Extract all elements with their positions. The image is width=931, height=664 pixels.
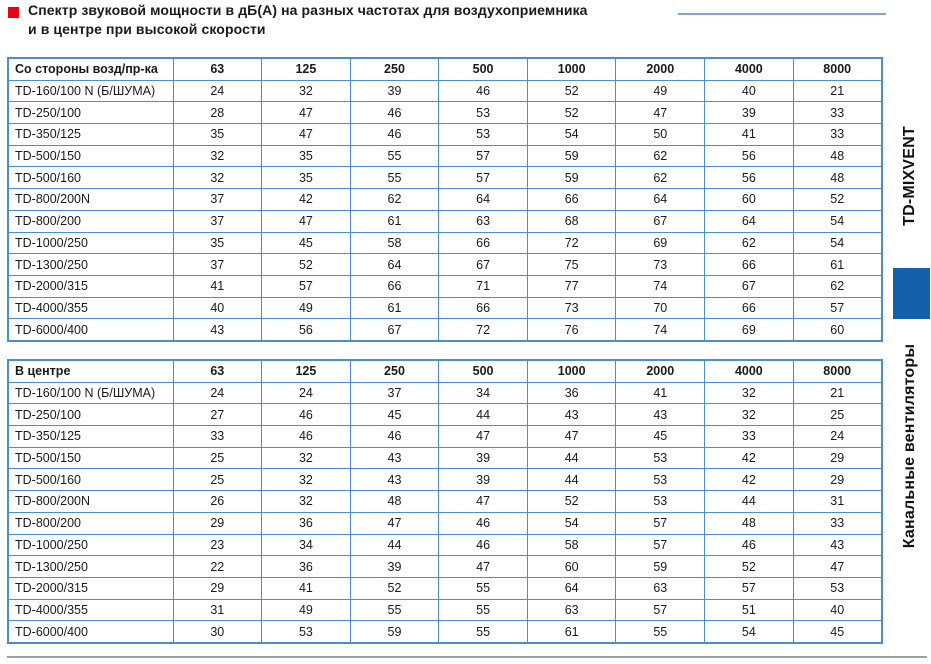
value-cell: 60 — [793, 319, 882, 341]
value-cell: 57 — [616, 599, 705, 621]
value-cell: 40 — [173, 297, 262, 319]
value-cell: 68 — [527, 210, 616, 232]
value-cell: 64 — [616, 189, 705, 211]
model-cell: TD-500/160 — [8, 469, 173, 491]
value-cell: 64 — [705, 210, 794, 232]
value-cell: 31 — [793, 491, 882, 513]
value-cell: 44 — [527, 469, 616, 491]
value-cell: 50 — [616, 124, 705, 146]
value-cell: 39 — [350, 556, 439, 578]
frequency-header-cell: 125 — [262, 58, 351, 80]
value-cell: 45 — [793, 621, 882, 643]
value-cell: 47 — [439, 556, 528, 578]
value-cell: 46 — [439, 512, 528, 534]
value-cell: 32 — [173, 145, 262, 167]
value-cell: 63 — [439, 210, 528, 232]
value-cell: 33 — [793, 102, 882, 124]
table-row — [8, 189, 882, 211]
value-cell: 63 — [527, 599, 616, 621]
frequency-header-cell: 2000 — [616, 360, 705, 382]
value-cell: 71 — [439, 275, 528, 297]
value-cell: 62 — [793, 275, 882, 297]
value-cell: 52 — [527, 491, 616, 513]
value-cell: 32 — [262, 491, 351, 513]
value-cell: 53 — [439, 124, 528, 146]
value-cell: 39 — [350, 80, 439, 102]
model-cell: TD-800/200N — [8, 491, 173, 513]
value-cell: 61 — [350, 297, 439, 319]
value-cell: 72 — [527, 232, 616, 254]
frequency-header-cell: 125 — [262, 360, 351, 382]
value-cell: 43 — [616, 404, 705, 426]
value-cell: 24 — [262, 382, 351, 404]
model-cell: TD-800/200 — [8, 512, 173, 534]
value-cell: 22 — [173, 556, 262, 578]
value-cell: 34 — [439, 382, 528, 404]
table-row — [8, 426, 882, 448]
table-row — [8, 491, 882, 513]
table-row — [8, 102, 882, 124]
value-cell: 40 — [793, 599, 882, 621]
value-cell: 26 — [173, 491, 262, 513]
value-cell: 48 — [350, 491, 439, 513]
value-cell: 55 — [439, 577, 528, 599]
model-cell: TD-4000/355 — [8, 599, 173, 621]
frequency-header-cell: 500 — [439, 58, 528, 80]
value-cell: 45 — [616, 426, 705, 448]
value-cell: 47 — [350, 512, 439, 534]
table-row — [8, 254, 882, 276]
value-cell: 61 — [793, 254, 882, 276]
value-cell: 25 — [173, 447, 262, 469]
value-cell: 55 — [350, 599, 439, 621]
value-cell: 32 — [262, 80, 351, 102]
value-cell: 66 — [439, 297, 528, 319]
table-row — [8, 512, 882, 534]
frequency-header-cell: 1000 — [527, 58, 616, 80]
table-row — [8, 80, 882, 102]
value-cell: 56 — [262, 319, 351, 341]
value-cell: 33 — [173, 426, 262, 448]
value-cell: 66 — [705, 254, 794, 276]
value-cell: 46 — [439, 534, 528, 556]
table-row — [8, 534, 882, 556]
value-cell: 52 — [527, 102, 616, 124]
frequency-header-cell: 63 — [173, 58, 262, 80]
value-cell: 53 — [793, 577, 882, 599]
value-cell: 62 — [616, 145, 705, 167]
model-cell: TD-1000/250 — [8, 232, 173, 254]
table-row — [8, 319, 882, 341]
table-row — [8, 447, 882, 469]
value-cell: 41 — [262, 577, 351, 599]
value-cell: 39 — [439, 447, 528, 469]
value-cell: 30 — [173, 621, 262, 643]
value-cell: 42 — [262, 189, 351, 211]
model-cell: TD-800/200N — [8, 189, 173, 211]
value-cell: 39 — [705, 102, 794, 124]
value-cell: 56 — [705, 167, 794, 189]
value-cell: 52 — [350, 577, 439, 599]
value-cell: 54 — [527, 512, 616, 534]
value-cell: 61 — [350, 210, 439, 232]
value-cell: 66 — [439, 232, 528, 254]
table-header-row — [8, 360, 882, 382]
value-cell: 35 — [262, 145, 351, 167]
value-cell: 51 — [705, 599, 794, 621]
value-cell: 21 — [793, 382, 882, 404]
value-cell: 41 — [705, 124, 794, 146]
value-cell: 67 — [616, 210, 705, 232]
value-cell: 52 — [793, 189, 882, 211]
value-cell: 55 — [616, 621, 705, 643]
value-cell: 57 — [616, 512, 705, 534]
model-cell: TD-800/200 — [8, 210, 173, 232]
value-cell: 67 — [705, 275, 794, 297]
value-cell: 55 — [350, 145, 439, 167]
sidebar-category-label: Канальные вентиляторы — [901, 343, 918, 549]
frequency-header-cell: 250 — [350, 58, 439, 80]
value-cell: 69 — [705, 319, 794, 341]
value-cell: 44 — [350, 534, 439, 556]
frequency-header-cell: 63 — [173, 360, 262, 382]
model-cell: TD-500/150 — [8, 145, 173, 167]
model-cell: TD-500/150 — [8, 447, 173, 469]
sound-power-table-inlet — [7, 57, 883, 342]
value-cell: 28 — [173, 102, 262, 124]
value-cell: 54 — [793, 232, 882, 254]
value-cell: 48 — [793, 145, 882, 167]
value-cell: 63 — [616, 577, 705, 599]
value-cell: 35 — [173, 232, 262, 254]
value-cell: 49 — [616, 80, 705, 102]
value-cell: 56 — [705, 145, 794, 167]
model-cell: TD-350/125 — [8, 124, 173, 146]
sidebar-series-label: TD-MIXVENT — [901, 126, 918, 226]
table-row — [8, 469, 882, 491]
value-cell: 24 — [793, 426, 882, 448]
value-cell: 43 — [527, 404, 616, 426]
value-cell: 36 — [527, 382, 616, 404]
value-cell: 27 — [173, 404, 262, 426]
value-cell: 54 — [527, 124, 616, 146]
value-cell: 59 — [350, 621, 439, 643]
value-cell: 33 — [705, 426, 794, 448]
value-cell: 67 — [350, 319, 439, 341]
red-bullet-icon — [8, 7, 19, 18]
frequency-header-cell: 500 — [439, 360, 528, 382]
value-cell: 43 — [350, 469, 439, 491]
value-cell: 55 — [350, 167, 439, 189]
value-cell: 58 — [527, 534, 616, 556]
table-row — [8, 167, 882, 189]
value-cell: 46 — [705, 534, 794, 556]
value-cell: 43 — [350, 447, 439, 469]
table-row — [8, 621, 882, 643]
value-cell: 73 — [527, 297, 616, 319]
value-cell: 32 — [705, 404, 794, 426]
value-cell: 46 — [350, 124, 439, 146]
value-cell: 36 — [262, 512, 351, 534]
frequency-header-cell: 8000 — [793, 360, 882, 382]
value-cell: 61 — [527, 621, 616, 643]
table-row — [8, 297, 882, 319]
value-cell: 23 — [173, 534, 262, 556]
value-cell: 75 — [527, 254, 616, 276]
value-cell: 53 — [616, 469, 705, 491]
frequency-header-cell: 8000 — [793, 58, 882, 80]
table-row — [8, 232, 882, 254]
value-cell: 21 — [793, 80, 882, 102]
value-cell: 39 — [439, 469, 528, 491]
value-cell: 70 — [616, 297, 705, 319]
value-cell: 47 — [793, 556, 882, 578]
table-row — [8, 577, 882, 599]
value-cell: 46 — [350, 426, 439, 448]
value-cell: 62 — [350, 189, 439, 211]
value-cell: 29 — [173, 512, 262, 534]
value-cell: 67 — [439, 254, 528, 276]
value-cell: 64 — [439, 189, 528, 211]
value-cell: 31 — [173, 599, 262, 621]
value-cell: 60 — [527, 556, 616, 578]
value-cell: 47 — [439, 426, 528, 448]
value-cell: 32 — [705, 382, 794, 404]
model-cell: TD-160/100 N (Б/ШУМА) — [8, 80, 173, 102]
value-cell: 47 — [616, 102, 705, 124]
value-cell: 42 — [705, 469, 794, 491]
value-cell: 46 — [262, 426, 351, 448]
frequency-header-cell: 2000 — [616, 58, 705, 80]
page-title-line1: Спектр звуковой мощности в дБ(А) на разных частотах для воздухоприемника — [28, 2, 588, 18]
value-cell: 36 — [262, 556, 351, 578]
value-cell: 62 — [616, 167, 705, 189]
value-cell: 54 — [705, 621, 794, 643]
value-cell: 64 — [350, 254, 439, 276]
value-cell: 57 — [705, 577, 794, 599]
value-cell: 64 — [527, 577, 616, 599]
value-cell: 47 — [262, 124, 351, 146]
value-cell: 66 — [705, 297, 794, 319]
value-cell: 29 — [793, 469, 882, 491]
value-cell: 59 — [527, 145, 616, 167]
value-cell: 59 — [527, 167, 616, 189]
value-cell: 44 — [705, 491, 794, 513]
value-cell: 53 — [439, 102, 528, 124]
value-cell: 49 — [262, 599, 351, 621]
table-header-row — [8, 58, 882, 80]
model-cell: TD-1000/250 — [8, 534, 173, 556]
value-cell: 49 — [262, 297, 351, 319]
value-cell: 47 — [439, 491, 528, 513]
value-cell: 34 — [262, 534, 351, 556]
value-cell: 25 — [173, 469, 262, 491]
value-cell: 72 — [439, 319, 528, 341]
value-cell: 77 — [527, 275, 616, 297]
model-cell: TD-250/100 — [8, 404, 173, 426]
sound-power-table-center — [7, 359, 883, 644]
value-cell: 40 — [705, 80, 794, 102]
value-cell: 43 — [793, 534, 882, 556]
value-cell: 55 — [439, 621, 528, 643]
value-cell: 35 — [262, 167, 351, 189]
page-title — [28, 1, 588, 39]
value-cell: 66 — [527, 189, 616, 211]
frequency-header-cell: 1000 — [527, 360, 616, 382]
value-cell: 57 — [793, 297, 882, 319]
model-cell: TD-500/160 — [8, 167, 173, 189]
value-cell: 24 — [173, 382, 262, 404]
model-cell: TD-1300/250 — [8, 556, 173, 578]
value-cell: 37 — [173, 189, 262, 211]
value-cell: 29 — [793, 447, 882, 469]
value-cell: 54 — [793, 210, 882, 232]
value-cell: 32 — [262, 469, 351, 491]
page-title-line2: и в центре при высокой скорости — [28, 21, 266, 37]
section-marker-square — [893, 268, 930, 319]
value-cell: 41 — [173, 275, 262, 297]
value-cell: 47 — [262, 102, 351, 124]
value-cell: 25 — [793, 404, 882, 426]
value-cell: 35 — [173, 124, 262, 146]
table-row — [8, 382, 882, 404]
model-cell: TD-6000/400 — [8, 319, 173, 341]
value-cell: 69 — [616, 232, 705, 254]
value-cell: 47 — [262, 210, 351, 232]
value-cell: 46 — [439, 80, 528, 102]
value-cell: 47 — [527, 426, 616, 448]
frequency-header-cell: 250 — [350, 360, 439, 382]
value-cell: 37 — [173, 254, 262, 276]
value-cell: 53 — [616, 447, 705, 469]
value-cell: 29 — [173, 577, 262, 599]
value-cell: 48 — [705, 512, 794, 534]
title-rule — [678, 13, 886, 15]
model-cell: TD-4000/355 — [8, 297, 173, 319]
value-cell: 32 — [262, 447, 351, 469]
table-row — [8, 145, 882, 167]
value-cell: 58 — [350, 232, 439, 254]
value-cell: 41 — [616, 382, 705, 404]
bottom-rule — [7, 656, 927, 658]
value-cell: 57 — [616, 534, 705, 556]
table-row — [8, 404, 882, 426]
model-cell: TD-250/100 — [8, 102, 173, 124]
value-cell: 53 — [262, 621, 351, 643]
value-cell: 44 — [527, 447, 616, 469]
frequency-header-cell: 4000 — [705, 58, 794, 80]
value-cell: 53 — [616, 491, 705, 513]
table-row — [8, 275, 882, 297]
value-cell: 57 — [262, 275, 351, 297]
value-cell: 46 — [350, 102, 439, 124]
frequency-header-cell: 4000 — [705, 360, 794, 382]
model-cell: TD-350/125 — [8, 426, 173, 448]
value-cell: 62 — [705, 232, 794, 254]
value-cell: 45 — [350, 404, 439, 426]
value-cell: 57 — [439, 145, 528, 167]
value-cell: 59 — [616, 556, 705, 578]
corner-header-cell: Со стороны возд/пр-ка — [8, 58, 173, 80]
value-cell: 45 — [262, 232, 351, 254]
value-cell: 57 — [439, 167, 528, 189]
table-row — [8, 210, 882, 232]
value-cell: 24 — [173, 80, 262, 102]
value-cell: 52 — [527, 80, 616, 102]
value-cell: 33 — [793, 512, 882, 534]
model-cell: TD-2000/315 — [8, 275, 173, 297]
value-cell: 74 — [616, 319, 705, 341]
table-row — [8, 599, 882, 621]
table-row — [8, 556, 882, 578]
value-cell: 55 — [439, 599, 528, 621]
model-cell: TD-160/100 N (Б/ШУМА) — [8, 382, 173, 404]
value-cell: 43 — [173, 319, 262, 341]
corner-header-cell: В центре — [8, 360, 173, 382]
value-cell: 76 — [527, 319, 616, 341]
value-cell: 52 — [705, 556, 794, 578]
value-cell: 52 — [262, 254, 351, 276]
value-cell: 74 — [616, 275, 705, 297]
value-cell: 33 — [793, 124, 882, 146]
model-cell: TD-2000/315 — [8, 577, 173, 599]
value-cell: 66 — [350, 275, 439, 297]
model-cell: TD-6000/400 — [8, 621, 173, 643]
value-cell: 37 — [173, 210, 262, 232]
value-cell: 60 — [705, 189, 794, 211]
table-row — [8, 124, 882, 146]
value-cell: 44 — [439, 404, 528, 426]
value-cell: 48 — [793, 167, 882, 189]
value-cell: 42 — [705, 447, 794, 469]
value-cell: 73 — [616, 254, 705, 276]
value-cell: 37 — [350, 382, 439, 404]
value-cell: 32 — [173, 167, 262, 189]
model-cell: TD-1300/250 — [8, 254, 173, 276]
value-cell: 46 — [262, 404, 351, 426]
